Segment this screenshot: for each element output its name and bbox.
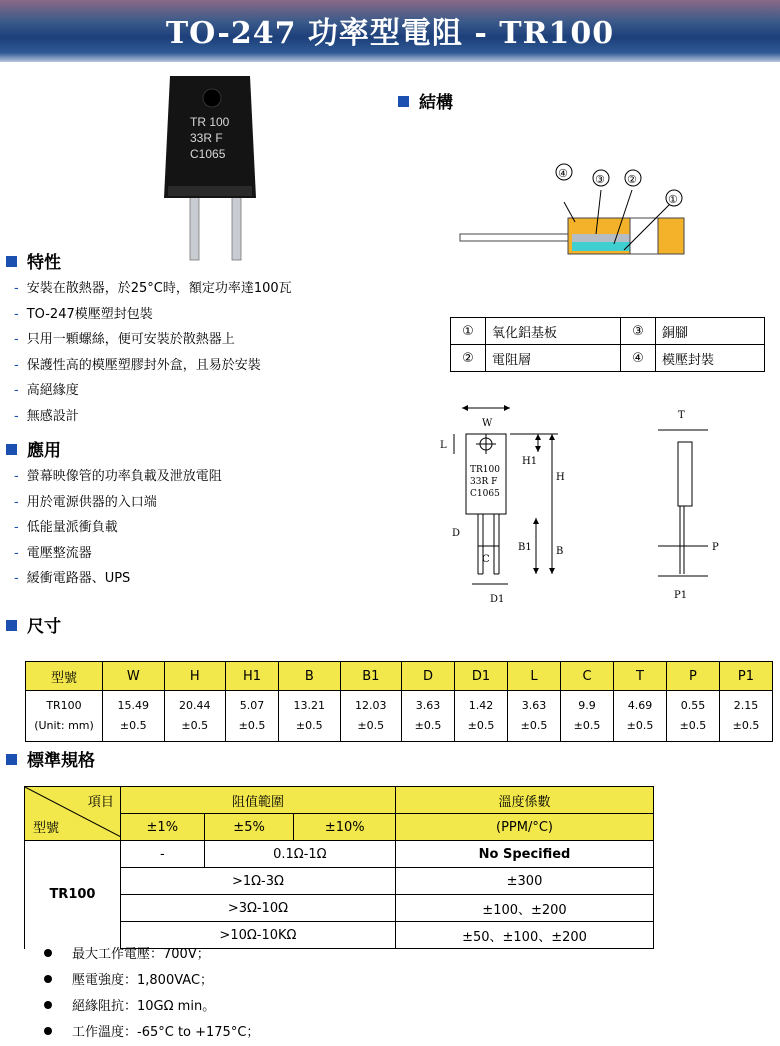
table-row: TR100 - 0.1Ω-1Ω No Specified [25, 841, 654, 868]
callout-3: ③ [595, 173, 605, 186]
drawing-marking-1: TR100 [470, 465, 500, 475]
bullet-icon [44, 1001, 52, 1009]
dim-header-p1: P1 [719, 662, 772, 691]
dim-header-b1: B1 [340, 662, 402, 691]
square-bullet-icon [6, 754, 17, 765]
dim-header-h: H [164, 662, 226, 691]
dimension-table [25, 661, 773, 742]
dim-model-cell: TR100 (Unit: mm) [26, 691, 103, 742]
dim-header-h1: H1 [226, 662, 279, 691]
page-title: TO-247 功率型電阻 - TR100 [165, 16, 615, 51]
list-item: - 緩衝電路器、UPS [14, 571, 131, 586]
label-d: D [452, 528, 461, 539]
label-p1: P1 [674, 590, 688, 601]
marking-line-3: C1065 [190, 147, 226, 161]
dim-value-cell: 2.15 ±0.5 [719, 691, 772, 742]
structure-heading: 結構 [398, 88, 453, 113]
list-item: - 只用一顆螺絲，便可安裝於散熱器上 [14, 332, 235, 347]
applications-heading: 應用 [6, 436, 61, 461]
dim-header-l: L [508, 662, 561, 691]
list-item: 絕緣阻抗：10GΩ min。 [44, 994, 259, 1020]
label-t: T [678, 410, 685, 421]
square-bullet-icon [6, 256, 17, 267]
drawing-marking-3: C1065 [470, 489, 500, 499]
title-banner [0, 0, 780, 62]
legend-row: ② 電阻層 ④ 模壓封裝 [451, 345, 765, 372]
dim-header-t: T [613, 662, 666, 691]
marking-line-1: TR 100 [190, 115, 230, 129]
dim-value-cell: 4.69 ±0.5 [613, 691, 666, 742]
table-row: >10Ω-10KΩ ±50、±100、±200 [25, 922, 654, 949]
list-item: - 低能量派衝負載 [14, 520, 118, 535]
table-row: >3Ω-10Ω ±100、±200 [25, 895, 654, 922]
label-l: L [440, 440, 447, 451]
spec-corner-cell: 項目 型號 [25, 787, 121, 841]
specs-heading: 標準規格 [6, 746, 95, 771]
list-item: - 無感設計 [14, 408, 79, 424]
label-p: P [712, 542, 719, 553]
dim-header-w: W [103, 662, 165, 691]
dim-header-c: C [561, 662, 614, 691]
dim-value-cell: 20.44 ±0.5 [164, 691, 226, 742]
table-row [26, 691, 773, 742]
dim-value-cell: 15.49 ±0.5 [103, 691, 165, 742]
list-item: 最大工作電壓：700V； [44, 942, 259, 968]
legend-row: ① 氧化鋁基板 ③ 銅腳 [451, 318, 765, 345]
dim-value-cell: 3.63 ±0.5 [508, 691, 561, 742]
list-item: - TO-247模壓塑封包裝 [14, 306, 153, 322]
list-item: 工作溫度：-65°C to +175°C； [44, 1020, 259, 1046]
label-c: C [482, 554, 490, 565]
callout-2: ② [627, 173, 637, 186]
square-bullet-icon [6, 620, 17, 631]
product-photo [160, 76, 260, 266]
dim-header-型號: 型號 [26, 662, 103, 691]
features-heading: 特性 [6, 248, 61, 273]
dim-header-d1: D1 [455, 662, 508, 691]
label-h: H [556, 472, 565, 483]
list-item: - 安裝在散熱器，於25°C時，額定功率達100瓦 [14, 281, 292, 296]
dimension-drawing [432, 398, 732, 608]
table-header-row [26, 662, 773, 691]
dim-value-cell: 0.55 ±0.5 [666, 691, 719, 742]
bullet-icon [44, 1027, 52, 1035]
list-item: - 用於電源供器的入口端 [14, 494, 157, 510]
structure-legend [450, 317, 765, 372]
square-bullet-icon [398, 96, 409, 107]
label-b1: B1 [518, 542, 532, 553]
list-item: - 保護性高的模壓塑膠封外盒，且易於安裝 [14, 357, 261, 373]
label-d1: D1 [490, 594, 505, 605]
bullet-icon [44, 949, 52, 957]
square-bullet-icon [6, 444, 17, 455]
callout-4: ④ [558, 167, 568, 180]
bullet-icon [44, 975, 52, 983]
table-row: >1Ω-3Ω ±300 [25, 868, 654, 895]
dim-value-cell: 9.9 ±0.5 [561, 691, 614, 742]
list-item: 壓電強度：1,800VAC； [44, 968, 259, 994]
dim-value-cell: 3.63 ±0.5 [402, 691, 455, 742]
label-h1: H1 [522, 456, 538, 467]
label-b: B [556, 546, 564, 557]
list-item: - 螢幕映像管的功率負載及泄放電阻 [14, 469, 222, 484]
applications-list [14, 464, 222, 592]
dim-header-b: B [279, 662, 341, 691]
dimensions-heading: 尺寸 [6, 612, 61, 637]
dim-header-p: P [666, 662, 719, 691]
list-item: - 電壓整流器 [14, 545, 92, 561]
callout-1: ① [668, 193, 678, 206]
dim-value-cell: 1.42 ±0.5 [455, 691, 508, 742]
features-list [14, 276, 292, 429]
list-item: - 高絕緣度 [14, 383, 79, 398]
dim-value-cell: 5.07 ±0.5 [226, 691, 279, 742]
dim-value-cell: 13.21 ±0.5 [279, 691, 341, 742]
label-w: W [482, 418, 493, 429]
dim-header-d: D [402, 662, 455, 691]
marking-line-2: 33R F [190, 131, 223, 145]
drawing-marking-2: 33R F [470, 477, 498, 487]
dim-value-cell: 12.03 ±0.5 [340, 691, 402, 742]
notes-list [44, 942, 259, 1046]
structure-diagram [456, 160, 696, 260]
spec-table: 項目 型號 阻值範圍 溫度係數 ±1% ±5% ±10% (PPM/°C) TR100 - 0.1Ω-1Ω No Specified >1Ω-3Ω ±300 >3Ω-10Ω ±100、±200 >10Ω-10KΩ ±50、±100、±200 [24, 786, 654, 949]
